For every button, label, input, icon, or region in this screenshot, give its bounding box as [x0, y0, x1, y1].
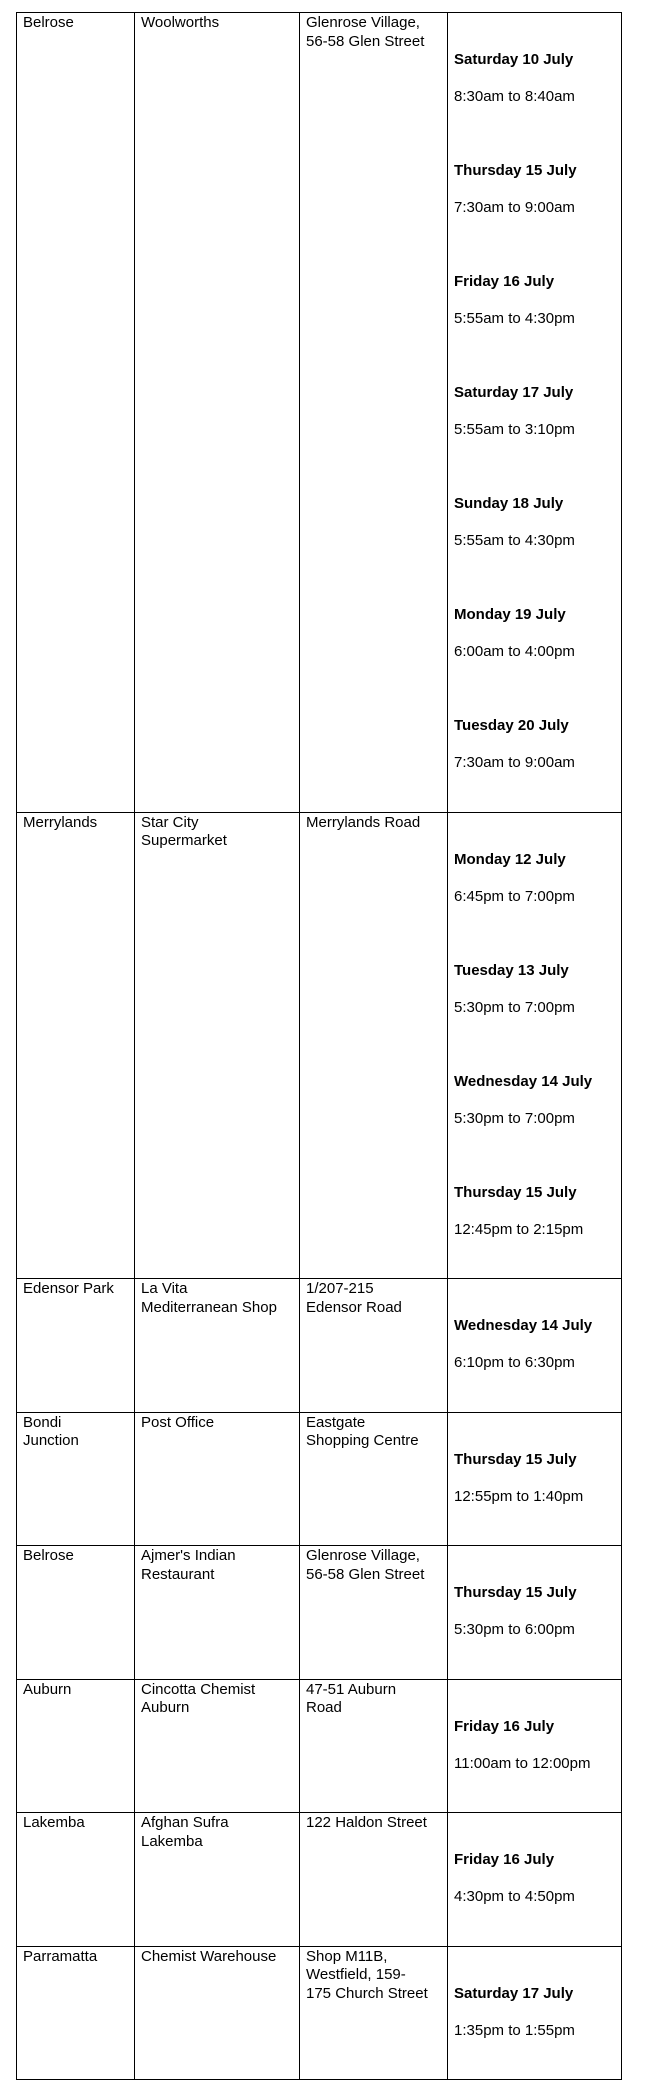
suburb-cell: Parramatta	[17, 1946, 135, 2080]
date-label: Tuesday 20 July	[454, 717, 569, 734]
suburb-cell: Bondi Junction	[17, 1412, 135, 1546]
venue-table-body	[17, 13, 622, 2080]
address-cell: 122 Haldon Street	[300, 1813, 448, 1947]
time-range: 6:00am to 4:00pm	[454, 643, 575, 660]
venue-cell: Star City Supermarket	[135, 812, 300, 1279]
time-range: 1:35pm to 1:55pm	[454, 2021, 575, 2039]
date-label: Saturday 17 July	[454, 384, 574, 401]
venue-cell: Post Office	[135, 1412, 300, 1546]
table-row	[17, 1813, 622, 1947]
venue-cell: Afghan Sufra Lakemba	[135, 1813, 300, 1947]
venue-table	[16, 12, 622, 2080]
datetime-entry	[454, 1165, 616, 1258]
address-cell: Merrylands Road	[300, 812, 448, 1279]
datetime-cell	[448, 13, 622, 813]
datetime-entry	[454, 1833, 616, 1926]
suburb-cell: Belrose	[17, 1546, 135, 1680]
time-range: 5:55am to 4:30pm	[454, 310, 575, 327]
datetime-entry	[454, 1966, 616, 2059]
address-cell: Glenrose Village, 56-58 Glen Street	[300, 13, 448, 813]
datetime-entry	[454, 588, 616, 681]
date-label: Saturday 10 July	[454, 51, 574, 68]
time-range: 6:45pm to 7:00pm	[454, 887, 575, 905]
datetime-entry	[454, 1054, 616, 1147]
time-range: 6:10pm to 6:30pm	[454, 1354, 575, 1371]
date-label: Wednesday 14 July	[454, 1317, 593, 1334]
time-range: 8:30am to 8:40am	[454, 88, 575, 105]
date-label: Monday 12 July	[454, 850, 566, 868]
suburb-cell: Merrylands	[17, 812, 135, 1279]
suburb-cell: Edensor Park	[17, 1279, 135, 1413]
suburb-cell: Lakemba	[17, 1813, 135, 1947]
datetime-entry	[454, 255, 616, 348]
datetime-cell	[448, 1412, 622, 1546]
datetime-entry	[454, 1432, 616, 1525]
datetime-entry	[454, 1699, 616, 1792]
date-label: Thursday 15 July	[454, 1450, 577, 1468]
venue-cell: Cincotta Chemist Auburn	[135, 1679, 300, 1813]
time-range: 7:30am to 9:00am	[454, 754, 575, 771]
datetime-cell	[448, 1679, 622, 1813]
table-row	[17, 1279, 622, 1413]
address-cell: 47-51 Auburn Road	[300, 1679, 448, 1813]
datetime-entry	[454, 1299, 616, 1392]
table-row	[17, 1679, 622, 1813]
time-range: 5:30pm to 6:00pm	[454, 1621, 575, 1638]
table-row	[17, 1546, 622, 1680]
date-label: Thursday 15 July	[454, 1584, 577, 1601]
time-range: 4:30pm to 4:50pm	[454, 1888, 575, 1905]
datetime-cell	[448, 1946, 622, 2080]
venue-cell: Ajmer's Indian Restaurant	[135, 1546, 300, 1680]
date-label: Tuesday 13 July	[454, 961, 569, 979]
address-cell: Glenrose Village, 56-58 Glen Street	[300, 1546, 448, 1680]
datetime-entry	[454, 366, 616, 459]
table-row	[17, 812, 622, 1279]
datetime-cell	[448, 812, 622, 1279]
date-label: Friday 16 July	[454, 1717, 555, 1735]
date-label: Monday 19 July	[454, 606, 566, 623]
table-row	[17, 1412, 622, 1546]
datetime-cell	[448, 1813, 622, 1947]
time-range: 5:55am to 3:10pm	[454, 421, 575, 438]
datetime-entry	[454, 33, 616, 126]
venue-cell: Chemist Warehouse	[135, 1946, 300, 2080]
venue-cell: La Vita Mediterranean Shop	[135, 1279, 300, 1413]
suburb-cell: Belrose	[17, 13, 135, 813]
datetime-entry	[454, 699, 616, 792]
date-label: Thursday 15 July	[454, 162, 577, 179]
time-range: 12:45pm to 2:15pm	[454, 1220, 584, 1238]
suburb-cell: Auburn	[17, 1679, 135, 1813]
address-cell: Eastgate Shopping Centre	[300, 1412, 448, 1546]
date-label: Friday 16 July	[454, 1851, 555, 1868]
datetime-entry	[454, 477, 616, 570]
datetime-entry	[454, 832, 616, 925]
datetime-entry	[454, 1566, 616, 1659]
date-label: Saturday 17 July	[454, 1984, 574, 2002]
address-cell: Shop M11B, Westfield, 159- 175 Church Street	[300, 1946, 448, 2080]
datetime-entry	[454, 144, 616, 237]
time-range: 5:30pm to 7:00pm	[454, 1109, 575, 1127]
address-cell: 1/207-215 Edensor Road	[300, 1279, 448, 1413]
date-label: Wednesday 14 July	[454, 1072, 593, 1090]
date-label: Thursday 15 July	[454, 1183, 577, 1201]
time-range: 5:55am to 4:30pm	[454, 532, 575, 549]
venue-cell: Woolworths	[135, 13, 300, 813]
datetime-cell	[448, 1546, 622, 1680]
time-range: 11:00am to 12:00pm	[454, 1754, 591, 1772]
table-row	[17, 1946, 622, 2080]
datetime-cell	[448, 1279, 622, 1413]
time-range: 5:30pm to 7:00pm	[454, 998, 575, 1016]
time-range: 12:55pm to 1:40pm	[454, 1487, 584, 1505]
datetime-entry	[454, 943, 616, 1036]
time-range: 7:30am to 9:00am	[454, 199, 575, 216]
table-row	[17, 13, 622, 813]
date-label: Sunday 18 July	[454, 495, 564, 512]
date-label: Friday 16 July	[454, 273, 555, 290]
